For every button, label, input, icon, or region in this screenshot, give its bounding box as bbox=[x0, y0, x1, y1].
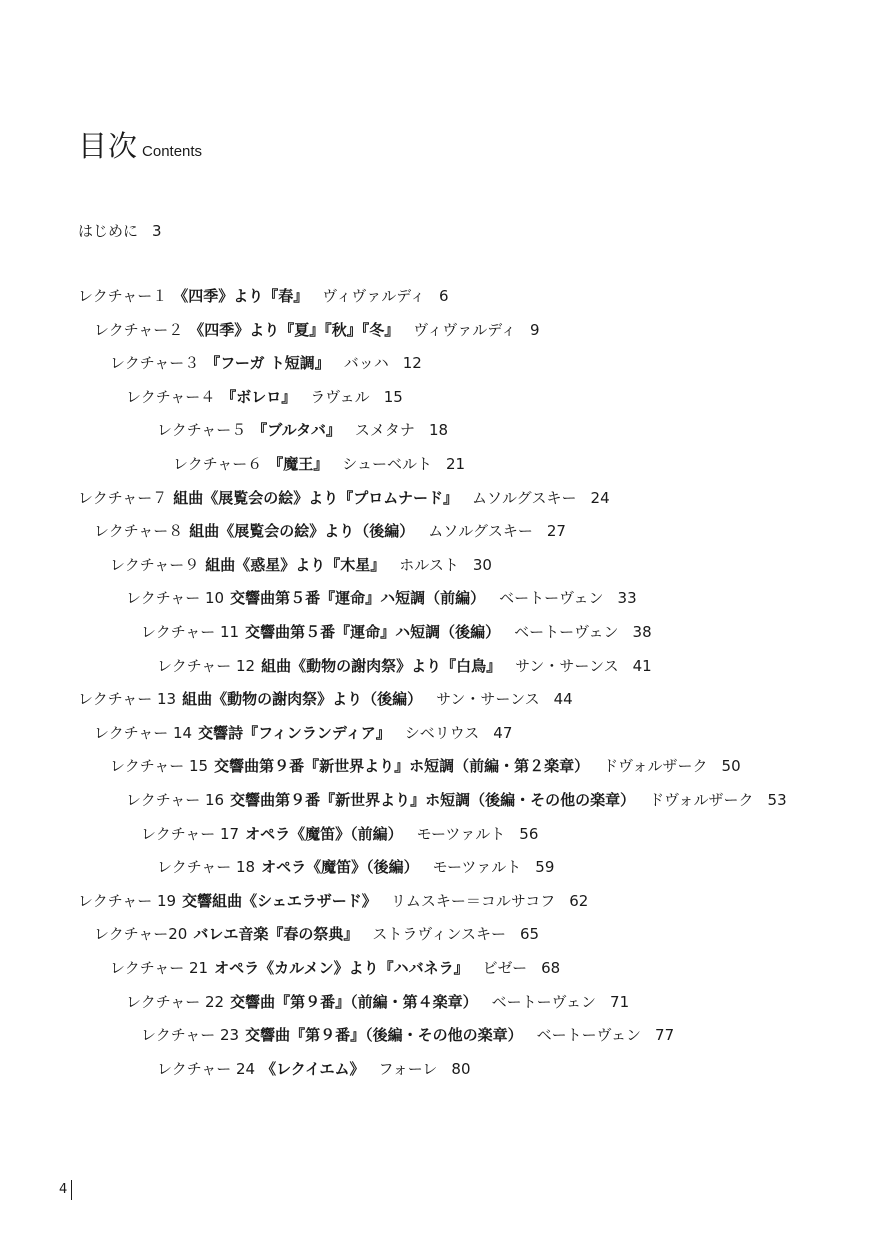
composer-name: ストラヴィンスキー bbox=[372, 925, 507, 943]
lecture-title: オペラ《魔笛》（後編） bbox=[261, 858, 419, 876]
page-number: 27 bbox=[546, 522, 566, 540]
toc-entry bbox=[78, 689, 573, 709]
lecture-title: 《四季》より『夏』『秋』『冬』 bbox=[189, 321, 400, 339]
lecture-title: 交響曲第９番『新世界より』ホ短調（後編・その他の楽章） bbox=[230, 791, 636, 809]
lecture-number: レクチャー４ bbox=[126, 388, 216, 406]
lecture-number: レクチャー７ bbox=[78, 489, 168, 507]
lecture-number: レクチャー 13 bbox=[78, 690, 177, 708]
page-number: 6 bbox=[439, 287, 449, 305]
page-number: 62 bbox=[569, 892, 589, 910]
toc-entry bbox=[126, 790, 787, 810]
composer-name: ドヴォルザーク bbox=[603, 757, 708, 775]
toc-entry bbox=[157, 656, 652, 676]
toc-entry bbox=[141, 622, 652, 642]
composer-name: ビゼー bbox=[482, 959, 528, 977]
toc-intro-entry bbox=[78, 220, 162, 241]
composer-name: サン・サーンス bbox=[436, 690, 540, 708]
lecture-number: レクチャー 19 bbox=[78, 892, 177, 910]
lecture-title: 組曲《惑星》より『木星』 bbox=[205, 556, 386, 574]
heading-english: Contents bbox=[142, 143, 203, 160]
toc-entry bbox=[78, 286, 449, 306]
lecture-number: レクチャー 21 bbox=[110, 959, 209, 977]
page-number: 50 bbox=[721, 757, 741, 775]
lecture-title: 組曲《動物の謝肉祭》より（後編） bbox=[182, 690, 423, 708]
composer-name: モーツァルト bbox=[416, 825, 506, 843]
composer-name: サン・サーンス bbox=[515, 657, 619, 675]
toc-entry bbox=[157, 420, 448, 440]
lecture-number: レクチャー９ bbox=[110, 556, 200, 574]
lecture-number: レクチャー 12 bbox=[157, 657, 256, 675]
lecture-number: レクチャー 17 bbox=[141, 825, 240, 843]
lecture-title: バレエ音楽『春の祭典』 bbox=[193, 925, 359, 943]
lecture-title: 《レクイエム》 bbox=[261, 1060, 365, 1078]
lecture-title: オペラ《カルメン》より『ハバネラ』 bbox=[214, 959, 469, 977]
toc-entry bbox=[110, 958, 560, 978]
page-number: 80 bbox=[451, 1060, 471, 1078]
toc-entry bbox=[126, 387, 403, 407]
lecture-number: レクチャー２ bbox=[94, 321, 184, 339]
lecture-number: レクチャー 18 bbox=[157, 858, 256, 876]
lecture-title: 交響詩『フィンランディア』 bbox=[198, 724, 391, 742]
lecture-title: 交響曲第５番『運命』ハ短調（前編） bbox=[230, 589, 486, 607]
lecture-number: レクチャー８ bbox=[94, 522, 184, 540]
page-number: 71 bbox=[610, 993, 630, 1011]
toc-entry bbox=[94, 924, 539, 944]
lecture-number: レクチャー１ bbox=[78, 287, 168, 305]
toc-entry bbox=[94, 723, 512, 743]
toc-entry bbox=[157, 857, 554, 877]
toc-entry bbox=[78, 488, 610, 508]
page-number: 9 bbox=[530, 321, 540, 339]
toc-entry bbox=[126, 992, 629, 1012]
composer-name: シューベルト bbox=[342, 455, 432, 473]
composer-name: ベートーヴェン bbox=[499, 589, 604, 607]
page-number: 65 bbox=[520, 925, 540, 943]
lecture-title: 『フーガ ト短調』 bbox=[205, 354, 330, 372]
page-number: 44 bbox=[553, 690, 573, 708]
lecture-number: レクチャー 23 bbox=[141, 1026, 240, 1044]
lecture-number: レクチャー 14 bbox=[94, 724, 193, 742]
toc-entry bbox=[94, 320, 540, 340]
page-number: 68 bbox=[541, 959, 561, 977]
composer-name: ヴィヴァルディ bbox=[413, 321, 517, 339]
composer-name: ベートーヴェン bbox=[491, 993, 597, 1011]
lecture-title: 『ボレロ』 bbox=[221, 388, 297, 406]
composer-name: ムソルグスキー bbox=[428, 522, 533, 540]
lecture-title: 《四季》より『春』 bbox=[173, 287, 309, 305]
lecture-number: レクチャー 10 bbox=[126, 589, 225, 607]
toc-entry bbox=[94, 521, 566, 541]
page-number: 15 bbox=[383, 388, 403, 406]
toc-entry bbox=[141, 824, 538, 844]
heading-japanese: 目次 bbox=[78, 129, 139, 163]
composer-name: ベートーヴェン bbox=[514, 623, 619, 641]
composer-name: シベリウス bbox=[404, 724, 480, 742]
toc-entry bbox=[173, 454, 465, 474]
lecture-title: 『ブルタバ』 bbox=[252, 421, 341, 439]
page-heading bbox=[78, 124, 202, 165]
lecture-title: 交響曲第５番『運命』ハ短調（後編） bbox=[245, 623, 501, 641]
page-number: 38 bbox=[632, 623, 652, 641]
page-number: 56 bbox=[519, 825, 539, 843]
composer-name: ラヴェル bbox=[310, 388, 370, 406]
intro-label: はじめに bbox=[78, 222, 139, 240]
toc-entry bbox=[126, 588, 637, 608]
composer-name: ドヴォルザーク bbox=[649, 791, 754, 809]
page-number: 59 bbox=[535, 858, 555, 876]
page-number: 47 bbox=[493, 724, 513, 742]
page-number: 77 bbox=[655, 1026, 675, 1044]
composer-name: ムソルグスキー bbox=[471, 489, 577, 507]
composer-name: ベートーヴェン bbox=[536, 1026, 642, 1044]
page-number: 24 bbox=[590, 489, 610, 507]
page-number: 18 bbox=[428, 421, 449, 439]
lecture-title: 交響曲『第９番』（前編・第４楽章） bbox=[230, 993, 478, 1011]
toc-entry bbox=[141, 1025, 674, 1045]
lecture-title: オペラ《魔笛》（前編） bbox=[245, 825, 403, 843]
lecture-title: 組曲《動物の謝肉祭》より『白鳥』 bbox=[261, 657, 502, 675]
page-number: 53 bbox=[767, 791, 787, 809]
page-number: 41 bbox=[632, 657, 652, 675]
lecture-title: 交響組曲《シェエラザード》 bbox=[182, 892, 377, 910]
toc-entry bbox=[157, 1059, 471, 1079]
lecture-number: レクチャー20 bbox=[94, 925, 188, 943]
composer-name: ヴィヴァルディ bbox=[322, 287, 426, 305]
toc-entry bbox=[110, 756, 741, 776]
page-folio: 4 bbox=[59, 1180, 72, 1200]
lecture-number: レクチャー６ bbox=[173, 455, 263, 473]
lecture-number: レクチャー 16 bbox=[126, 791, 225, 809]
lecture-number: レクチャー 22 bbox=[126, 993, 225, 1011]
composer-name: リムスキー＝コルサコフ bbox=[390, 892, 556, 910]
composer-name: フォーレ bbox=[378, 1060, 438, 1078]
composer-name: モーツァルト bbox=[432, 858, 522, 876]
toc-entry bbox=[110, 555, 492, 575]
toc-entry bbox=[78, 891, 588, 911]
intro-page-number: 3 bbox=[152, 222, 162, 240]
page-number: 30 bbox=[472, 556, 492, 574]
page-number: 21 bbox=[445, 455, 466, 473]
page-number: 12 bbox=[402, 354, 422, 372]
toc-entry bbox=[110, 353, 422, 373]
page-number: 33 bbox=[617, 589, 637, 607]
composer-name: ホルスト bbox=[399, 556, 459, 574]
composer-name: バッハ bbox=[343, 354, 389, 372]
lecture-number: レクチャー 24 bbox=[157, 1060, 256, 1078]
lecture-number: レクチャー３ bbox=[110, 354, 200, 372]
lecture-title: 組曲《展覧会の絵》より（後編） bbox=[189, 522, 415, 540]
lecture-number: レクチャー 15 bbox=[110, 757, 209, 775]
lecture-title: 交響曲第９番『新世界より』ホ短調（前編・第２楽章） bbox=[214, 757, 590, 775]
lecture-number: レクチャー 11 bbox=[141, 623, 240, 641]
lecture-title: 組曲《展覧会の絵》より『プロムナード』 bbox=[173, 489, 458, 507]
composer-name: スメタナ bbox=[354, 421, 415, 439]
lecture-title: 交響曲『第９番』（後編・その他の楽章） bbox=[245, 1026, 523, 1044]
lecture-title: 『魔王』 bbox=[268, 455, 329, 473]
lecture-number: レクチャー５ bbox=[157, 421, 247, 439]
